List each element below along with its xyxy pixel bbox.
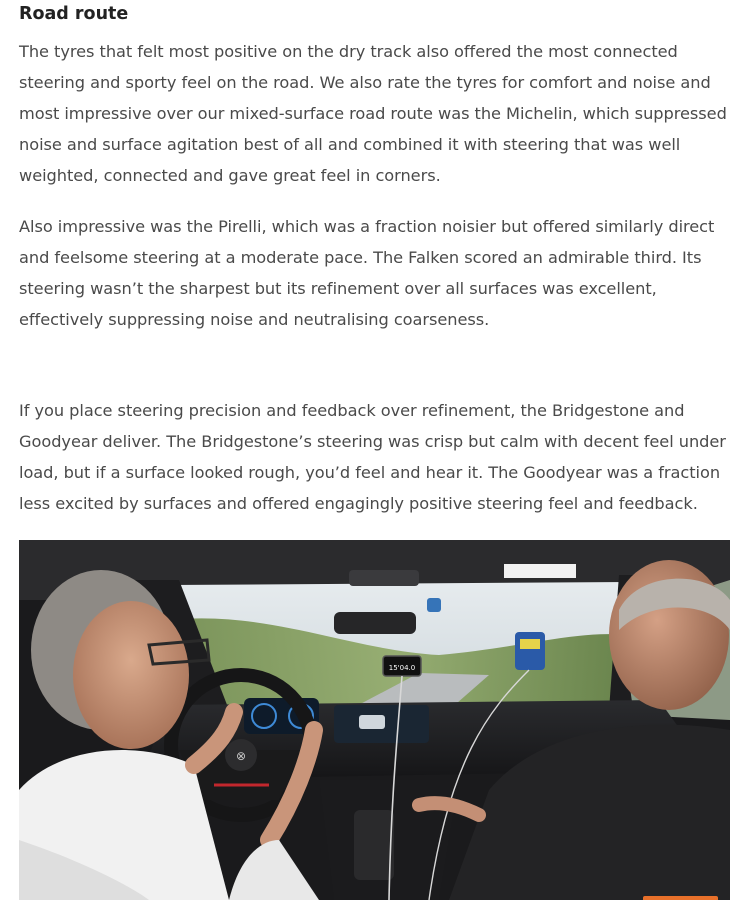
article-body: [19, 0, 731, 513]
photo-credit-badge: [643, 896, 718, 900]
gps-logger-screen: [520, 639, 540, 649]
paragraph-2: Also impressive was the Pirelli, which was a fraction noisier but offered similarly direct and feelsome steering at a moderate pace. The Falken scored an admirable third. Its steering wasn’t the sharpest but its refinement over all surfaces was excellent, effectively suppressing noise and neutralising coarseness.: [19, 217, 715, 329]
paragraph-1: The tyres that felt most positive on the dry track also offered the most connected steering and sporty feel on the road. We also rate the tyres for comfort and noise and most impressive over our mixed-surface road route was the Michelin, which suppressed noise and surface agitation best of all and combined it with steering that was well weighted, connected and gave great feel in corners.: [19, 42, 727, 185]
infotainment-car-image: [359, 715, 385, 729]
svg-text:⊗: ⊗: [235, 749, 247, 763]
section-heading: Road route: [19, 4, 129, 24]
windscreen-sticker: [504, 564, 576, 578]
dash-camera-icon: [427, 598, 441, 612]
gps-logger-icon: [515, 632, 545, 670]
gear-selector: [354, 810, 394, 880]
rear-view-mirror: [334, 612, 416, 634]
paragraph-3: If you place steering precision and feedback over refinement, the Bridgestone and Goodyear deliver. The Bridgestone’s steering was crisp but calm with decent feel under load, but if a surface looked rough, you’d feel and hear it. The Goodyear was a fraction less excited by surfaces and offered engagingly positive steering feel and feedback.: [19, 401, 726, 513]
car-interior-photo: [19, 540, 730, 900]
roof-console: [349, 570, 419, 586]
timer-readout: 15'04.0: [388, 664, 416, 672]
